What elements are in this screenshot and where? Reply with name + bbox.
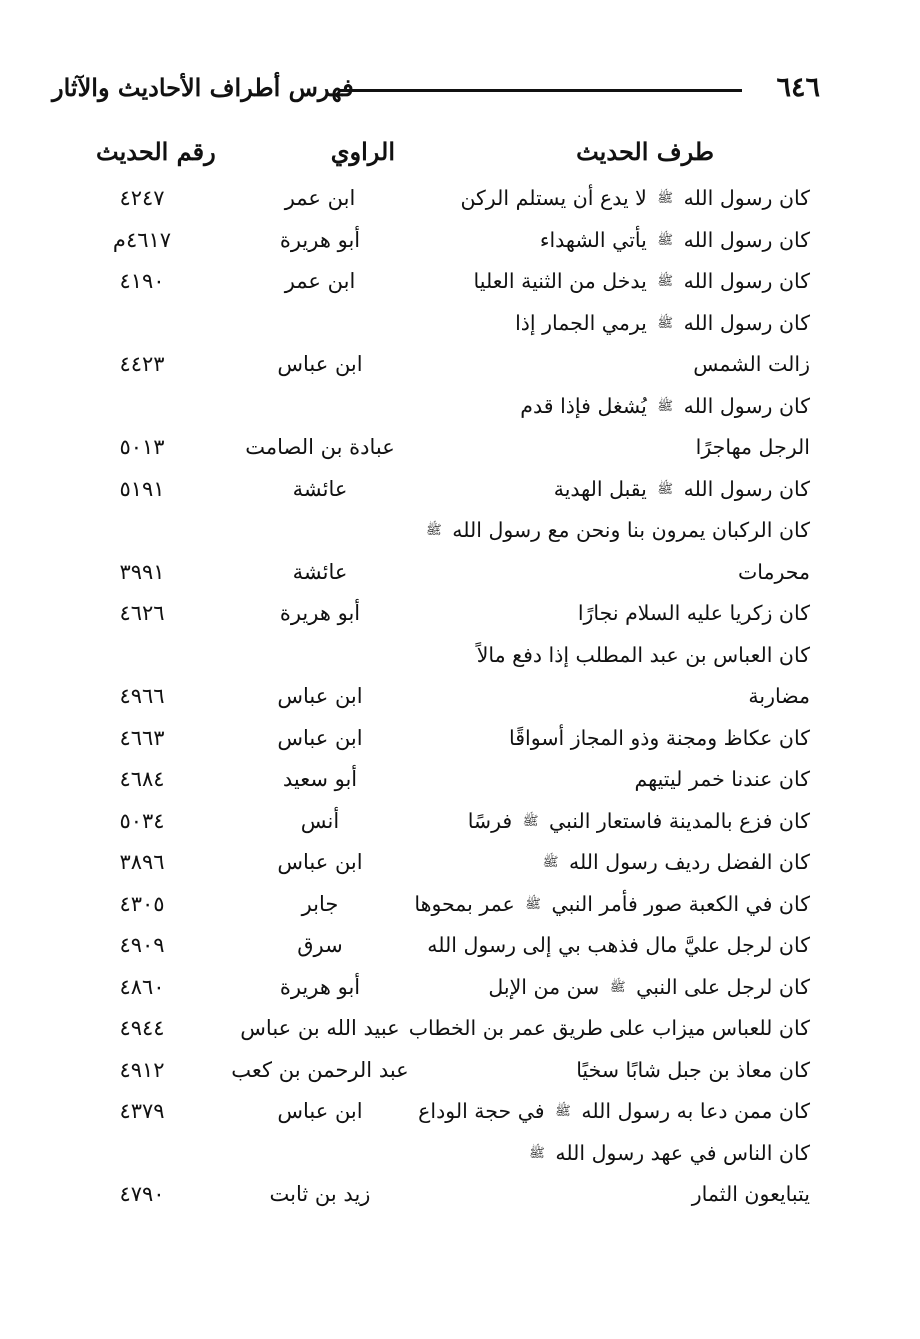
salutation-mark: ﷺ xyxy=(542,855,559,870)
hadith-text: زالت الشمس xyxy=(693,352,810,376)
index-entry xyxy=(52,261,820,303)
narrator-name: ابن عباس xyxy=(277,352,363,376)
entry-line xyxy=(52,718,820,760)
hadith-text: يتبايعون الثمار xyxy=(691,1182,810,1206)
entry-line xyxy=(52,1008,820,1050)
index-entry xyxy=(52,1091,820,1133)
narrator-name: أبو هريرة xyxy=(279,601,361,625)
hadith-text: كان رسول الله ﷺ يقبل الهدية xyxy=(553,476,810,501)
entry-line xyxy=(52,552,820,594)
salutation-mark: ﷺ xyxy=(426,523,442,538)
index-entry xyxy=(52,1133,820,1216)
entry-line xyxy=(52,593,820,635)
entry-line xyxy=(52,469,820,511)
hadith-text: كان معاذ بن جبل شابًا سخيًا xyxy=(576,1057,810,1082)
hadith-text: كان لرجل عليَّ مال فذهب بي إلى رسول الله xyxy=(427,933,810,957)
hadith-number: ٤٨٦٠ xyxy=(119,974,165,999)
narrator-name: عبد الرحمن بن كعب xyxy=(231,1057,409,1082)
narrator-name: ابن عباس xyxy=(277,684,363,708)
page-header xyxy=(52,64,820,112)
column-header-narrator: الراوي xyxy=(330,137,395,166)
narrator-name: أبو هريرة xyxy=(279,227,361,252)
hadith-number: ٤٤٢٣ xyxy=(119,352,165,376)
index-entry xyxy=(52,510,820,593)
index-entry xyxy=(52,801,820,843)
narrator-name: ابن عمر xyxy=(284,186,356,210)
hadith-number: ٤٦٦٣ xyxy=(119,725,165,750)
entry-line xyxy=(52,801,820,843)
column-headers xyxy=(52,132,820,174)
salutation-mark: ﷺ xyxy=(529,1145,545,1161)
narrator-name: جابر xyxy=(301,891,339,916)
hadith-number: ٤١٩٠ xyxy=(119,269,165,293)
entry-line xyxy=(52,1174,820,1216)
salutation-mark: ﷺ xyxy=(525,896,541,912)
header-rule xyxy=(338,89,742,92)
hadith-text: كان الفضل رديف رسول الله ﷺ xyxy=(542,850,810,874)
index-entry xyxy=(52,1008,820,1050)
entry-line xyxy=(52,842,820,884)
hadith-text: كان رسول الله ﷺ لا يدع أن يستلم الركن xyxy=(460,186,810,210)
narrator-name: عبادة بن الصامت xyxy=(245,435,395,459)
column-header-hadith: طرف الحديث xyxy=(576,137,714,166)
index-entry xyxy=(52,593,820,635)
hadith-text: كان رسول الله ﷺ يُشغل فإذا قدم xyxy=(520,393,810,418)
entry-line xyxy=(52,925,820,967)
narrator-name: ابن عمر xyxy=(284,269,356,293)
entry-line xyxy=(52,759,820,801)
hadith-text: مضاربة xyxy=(748,684,810,708)
hadith-text: محرمات xyxy=(737,559,810,584)
salutation-mark: ﷺ xyxy=(657,191,674,206)
hadith-number: ٥٠٣٤ xyxy=(119,808,165,833)
hadith-text: كان عكاظ ومجنة وذو المجاز أسواقًا xyxy=(509,725,810,750)
hadith-text: كان للعباس ميزاب على طريق عمر بن الخطاب xyxy=(408,1016,810,1040)
salutation-mark: ﷺ xyxy=(657,274,674,289)
salutation-mark: ﷺ xyxy=(657,481,674,497)
hadith-number: ٤٩١٢ xyxy=(119,1057,165,1082)
narrator-name: عبيد الله بن عباس xyxy=(240,1016,400,1040)
entry-line xyxy=(52,427,820,469)
hadith-text: كان ممن دعا به رسول الله ﷺ في حجة الوداع xyxy=(418,1099,810,1123)
index-entry xyxy=(52,884,820,926)
hadith-number: ٤٦٢٦ xyxy=(119,601,165,625)
hadith-text: كان الركبان يمرون بنا ونحن مع رسول الله ﷺ xyxy=(426,518,810,542)
entry-line xyxy=(52,220,820,262)
index-entry xyxy=(52,1050,820,1092)
entry-line xyxy=(52,386,820,428)
entry-line xyxy=(52,1091,820,1133)
page-number: ٦٤٦ xyxy=(776,72,820,103)
narrator-name: ابن عباس xyxy=(277,850,363,874)
index-entry xyxy=(52,759,820,801)
hadith-text: كان لرجل على النبي ﷺ سن من الإبل xyxy=(488,974,810,999)
hadith-number: ٤٣٠٥ xyxy=(119,891,165,916)
entry-line xyxy=(52,510,820,552)
hadith-index-table xyxy=(52,178,820,1216)
hadith-number: ٤٩٦٦ xyxy=(119,684,165,708)
hadith-text: الرجل مهاجرًا xyxy=(695,435,810,459)
index-entry xyxy=(52,469,820,511)
column-header-number: رقم الحديث xyxy=(96,137,216,166)
entry-line xyxy=(52,884,820,926)
hadith-number: ٤٩٠٩ xyxy=(119,933,165,957)
entry-line xyxy=(52,1050,820,1092)
narrator-name: أبو هريرة xyxy=(279,974,361,999)
narrator-name: عائشة xyxy=(292,559,348,584)
hadith-text: كان زكريا عليه السلام نجارًا xyxy=(577,601,810,625)
hadith-text: كان العباس بن عبد المطلب إذا دفع مالاً xyxy=(476,642,810,667)
entry-line xyxy=(52,344,820,386)
salutation-mark: ﷺ xyxy=(609,979,626,995)
narrator-name: عائشة xyxy=(292,476,348,501)
entry-line xyxy=(52,178,820,220)
index-entry xyxy=(52,967,820,1009)
hadith-number: ٣٩٩١ xyxy=(119,559,165,584)
index-entry xyxy=(52,386,820,469)
hadith-text: كان عندنا خمر ليتيهم xyxy=(634,767,810,791)
index-entry xyxy=(52,635,820,718)
salutation-mark: ﷺ xyxy=(522,813,539,829)
index-entry xyxy=(52,925,820,967)
hadith-number: ٤٢٤٧ xyxy=(119,186,165,210)
narrator-name: ابن عباس xyxy=(277,725,363,750)
index-entry xyxy=(52,718,820,760)
entry-line xyxy=(52,967,820,1009)
hadith-text: كان في الكعبة صور فأمر النبي ﷺ عمر بمحوها xyxy=(414,891,810,916)
index-entry xyxy=(52,842,820,884)
narrator-name: زيد بن ثابت xyxy=(269,1182,371,1206)
hadith-number: ٤٦٨٤ xyxy=(119,767,165,791)
index-entry xyxy=(52,303,820,386)
hadith-number: ٥٠١٣ xyxy=(119,435,165,459)
hadith-text: كان فزع بالمدينة فاستعار النبي ﷺ فرسًا xyxy=(467,808,810,833)
hadith-text: كان الناس في عهد رسول الله ﷺ xyxy=(529,1140,810,1165)
salutation-mark: ﷺ xyxy=(555,1104,571,1119)
salutation-mark: ﷺ xyxy=(657,398,674,414)
hadith-number: ٤٣٧٩ xyxy=(119,1099,165,1123)
hadith-number: ٣٨٩٦ xyxy=(119,850,165,874)
narrator-name: سرق xyxy=(297,933,343,957)
running-title: فهرس أطراف الأحاديث والآثار xyxy=(52,73,354,102)
hadith-number: ٥١٩١ xyxy=(119,476,165,501)
entry-line xyxy=(52,676,820,718)
index-entry xyxy=(52,178,820,220)
entry-line xyxy=(52,635,820,677)
hadith-number: ٤٧٩٠ xyxy=(119,1182,165,1206)
narrator-name: أنس xyxy=(300,808,340,833)
salutation-mark: ﷺ xyxy=(657,232,674,248)
hadith-number: ٤٩٤٤ xyxy=(119,1016,165,1040)
hadith-text: كان رسول الله ﷺ يرمي الجمار إذا xyxy=(515,310,810,335)
entry-line xyxy=(52,303,820,345)
hadith-number: ٤٦١٧م xyxy=(112,227,172,252)
entry-line xyxy=(52,1133,820,1175)
narrator-name: ابن عباس xyxy=(277,1099,363,1123)
hadith-text: كان رسول الله ﷺ يأتي الشهداء xyxy=(539,227,810,252)
salutation-mark: ﷺ xyxy=(657,315,674,331)
index-entry xyxy=(52,220,820,262)
hadith-text: كان رسول الله ﷺ يدخل من الثنية العليا xyxy=(473,269,810,293)
entry-line xyxy=(52,261,820,303)
narrator-name: أبو سعيد xyxy=(282,767,358,791)
